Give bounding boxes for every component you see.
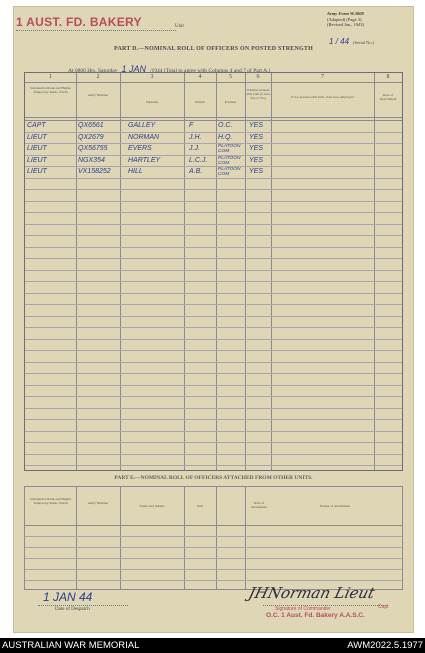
serial-label: (Serial No.) [353, 40, 375, 45]
e-header-army-number: Army Number [87, 501, 109, 505]
date-prefix: At 0800 Hrs. Saturday [68, 68, 118, 74]
archive-caption [0, 638, 425, 653]
form-ref-line-1: Army Form W.3008 [327, 11, 364, 16]
row-rule [25, 212, 402, 213]
col-header-employed: If not present with Unit, state how employed [291, 95, 354, 99]
row-rule [25, 419, 402, 420]
unit-stamp: 1 AUST. FD. BAKERY [16, 15, 142, 29]
cell-present: YES [249, 133, 264, 141]
row-rule [25, 373, 402, 374]
unit-label: Unit [175, 24, 184, 29]
despatch-date: 1 JAN 44 [43, 590, 93, 604]
row-rule [25, 293, 402, 294]
row-rule [25, 350, 402, 351]
row-rule [25, 547, 402, 548]
row-rule [25, 580, 402, 581]
col-header-present: Whether present with Unit (Circle Yes or No) [246, 88, 270, 100]
cell-rank: LIEUT [27, 168, 47, 175]
row-rule [25, 396, 402, 397]
row-rule [25, 258, 402, 259]
cell-number: QX6561 [78, 122, 104, 129]
col-header-position: Position [224, 100, 237, 104]
row-rule [25, 304, 402, 305]
row-rule [25, 454, 402, 455]
cell-position: PLATOON COM [218, 155, 241, 166]
row-rule [25, 316, 402, 317]
form-ref-line-2: (Adapted) (Page 3) [327, 16, 362, 22]
cell-position: PLATOON COM [218, 167, 241, 177]
cell-initials: A.B. [189, 168, 203, 175]
row-rule [25, 235, 402, 236]
row-rule [25, 155, 402, 156]
cell-position: O.C. [218, 122, 233, 129]
despatch-label: Date of Despatch [55, 607, 90, 612]
col-number-8: 8 [386, 74, 390, 80]
despatch-underline [38, 605, 128, 606]
row-rule [25, 178, 402, 179]
row-rule [25, 442, 402, 443]
signature-label: Signature of Commander [275, 606, 331, 612]
cell-number: QX2679 [78, 133, 104, 141]
e-header-name: Name and Initials [139, 504, 165, 508]
part-d-title: PART D.—NOMINAL ROLL OF OFFICERS ON POSTED STRENGTH [114, 46, 313, 52]
document-page [13, 6, 414, 633]
row-rule [25, 385, 402, 386]
row-rule [25, 536, 402, 537]
e-header-date: Date of Attachment [250, 501, 268, 509]
col-header-army-number: Army Number [87, 93, 109, 97]
cell-initials: L.C.J. [189, 156, 208, 164]
row-rule [25, 431, 402, 432]
part-e-title: PART E.—NOMINAL ROLL OF OFFICERS ATTACHED FROM OTHER UNITS. [114, 475, 313, 481]
form-reference [327, 11, 412, 28]
date-value: 1 JAN [121, 64, 147, 74]
cell-position: PLATOON COM [218, 144, 241, 154]
row-rule [25, 189, 402, 190]
commander-stamp: O.C. 1 Aust. Fd. Bakery A.A.S.C. [266, 612, 365, 619]
row-rule [25, 339, 402, 340]
row-rule [25, 224, 402, 225]
row-rule [25, 465, 402, 466]
row-rule [25, 247, 402, 248]
cell-surname: EVERS [128, 145, 152, 152]
cell-present: YES [249, 145, 264, 152]
col-number-6: 6 [256, 74, 260, 80]
form-ref-line-3: (Revised Jan., 1943) [327, 22, 364, 27]
commander-suffix: Capt [378, 604, 389, 610]
cell-present: YES [249, 168, 264, 175]
signature-text: JHNorman Lieut [246, 584, 377, 602]
col-number-2: 2 [96, 74, 100, 80]
cell-rank: LIEUT [27, 156, 47, 164]
e-header-nature: Nature of Attachment [319, 504, 351, 508]
caption-source: AUSTRALIAN WAR MEMORIAL [2, 640, 140, 651]
cell-initials: J.H. [189, 133, 202, 141]
row-rule [25, 270, 402, 271]
serial-value: 1 / 44 [329, 37, 350, 46]
row-rule [25, 201, 402, 202]
cell-surname: HILL [128, 168, 143, 175]
col-header-detachment: Date of Detachment [379, 93, 397, 101]
col-header-surname: Surname [145, 100, 159, 104]
part-e-table [24, 486, 403, 590]
cell-number: NGX354 [78, 156, 105, 164]
e-header-unit: Unit [196, 504, 204, 508]
part-d-table [24, 72, 403, 471]
col-number-5: 5 [229, 74, 232, 80]
row-rule [25, 166, 402, 167]
unit-underline [16, 30, 176, 31]
cell-initials: J.J. [189, 145, 200, 152]
cell-number: VX158252 [78, 168, 111, 175]
cell-rank: LIEUT [27, 145, 47, 152]
col-number-3: 3 [150, 74, 154, 80]
e-header-rank: Substantive Rank and Higher Temporary Rank, if held [29, 497, 72, 505]
row-rule [25, 362, 402, 363]
cell-rank: LIEUT [27, 133, 47, 141]
cell-present: YES [249, 156, 264, 164]
col-number-1: 1 [49, 74, 52, 80]
cell-surname: HARTLEY [128, 156, 161, 164]
cell-rank: CAPT [27, 122, 46, 129]
row-rule [25, 558, 402, 559]
date-suffix: /1944 (Total to agree with Columns 4 and 7 of Part A.) [150, 68, 271, 74]
row-rule [25, 569, 402, 570]
signature [247, 584, 377, 602]
col-number-7: 7 [321, 74, 324, 80]
row-rule [25, 408, 402, 409]
cell-present: YES [249, 122, 264, 129]
cell-position: H.Q. [218, 133, 233, 141]
cell-number: QX56755 [78, 145, 108, 152]
cell-surname: NORMAN [128, 133, 160, 141]
col-number-4: 4 [198, 74, 202, 80]
row-rule [25, 143, 402, 144]
col-header-initials: Initials [195, 100, 205, 104]
row-rule [25, 281, 402, 282]
caption-reference: AWM2022.5.1977 [347, 640, 423, 651]
cell-surname: GALLEY [128, 122, 156, 129]
row-rule [25, 327, 402, 328]
col-header-rank: Substantive Rank and Higher Temporary Rank, if held [29, 86, 72, 94]
row-rule [25, 132, 402, 133]
cell-initials: F [189, 122, 194, 129]
